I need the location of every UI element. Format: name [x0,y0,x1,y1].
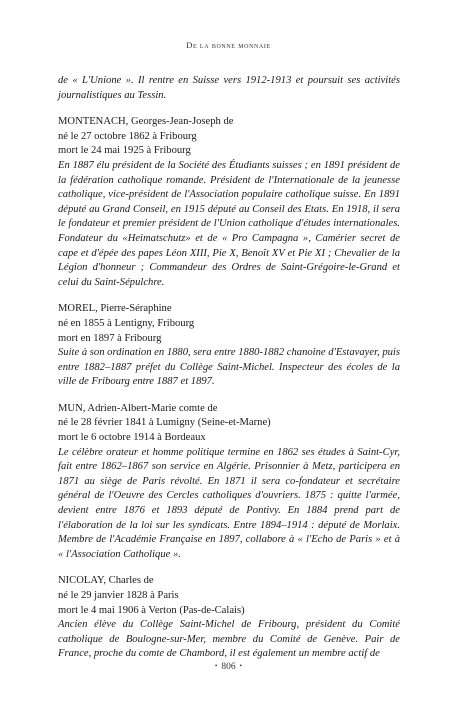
entry-death: mort le 4 mai 1906 à Verton (Pas-de-Calais) [58,604,245,616]
entry-biography: Suite à son ordination en 1880, sera entre 1880-1882 chanoine d'Estavayer, puis entre 1882–1887 préfet du Collège Saint-Michel. Inspecteur des écoles de la ville de Fribourg entre 1887 et 1897. [58,347,400,388]
entry-death: mort le 24 mai 1925 à Fribourg [58,145,191,157]
entry-death: mort en 1897 à Fribourg [58,332,162,344]
entry-biography: En 1887 élu président de la Société des Étudiants suisses ; en 1891 président de la fédération catholique romande. Président de l'Internationale de la jeunesse catholique, vice-président de l'Association populaire catholique suisse. En 1891 député au Grand Conseil, en 1915 député au Conseil des Etats. En 1918, il sera le fondateur et premier président de l'Union catholique d'études internationales. Fondateur du «Heimatschutz» et de « Pro Campagna », Camérier secret de cape et d'épée des papes Léon XIII, Pie X, Benoît XV et Pie XI ; Chevalier de la Légion d'honneur ; Commandeur des Ordres de Saint-Grégoire-le-Grand et celui du Saint-Sépulchre. [58,159,400,288]
entry-birth: né le 27 octobre 1862 à Fribourg [58,130,197,142]
page-number-footer [0,662,457,672]
entry-name: MONTENACH, Georges-Jean-Joseph de [58,116,234,128]
entry-name: MOREL, Pierre-Séraphine [58,303,172,315]
entry-death: mort le 6 octobre 1914 à Bordeaux [58,432,206,444]
intro-paragraph: de « L'Unione ». Il rentre en Suisse vers 1912-1913 et poursuit ses activités journalistiques au Tessin. [58,75,400,101]
biography-entry-montenach [58,115,400,290]
folio-bullet-right: • [239,662,243,670]
running-head: De la bonne monnaie [186,40,271,50]
biography-entry-mun [58,402,400,563]
entry-biography: Ancien élève du Collège Saint-Michel de Fribourg, président du Comité catholique de Boulogne-sur-Mer, membre du Comité de Genève. Pair de France, proche du comte de Chambord, il est également un membre actif de [58,619,400,660]
page-content [58,74,400,674]
entry-biography: Le célèbre orateur et homme politique termine en 1862 ses études à Saint-Cyr, fait entre 1862–1867 son service en Algérie. Prisonnier à Metz, participera en 1871 au siège de Paris révolté. En 1871 il sera co-fondateur et secrétaire général de l'Oeuvre des Cercles catholiques d'ouvriers. 1875 : quitte l'armée, devient entre 1876 et 1893 député de Pontivy. En 1884 prend part de l'élaboration de la loi sur les syndicats. Entre 1894–1914 : député de Morlaix. Membre de l'Académie Française en 1897, collabore à « l'Echo de Paris » et à « l'Association Catholique ». [58,446,400,560]
entry-birth: né le 29 janvier 1828 à Paris [58,590,179,601]
biography-entry-morel [58,302,400,390]
entry-birth: né le 28 février 1841 à Lumigny (Seine-et-Marne) [58,417,271,429]
folio-bullet-left: • [214,662,218,670]
page-number: 806 [221,662,236,672]
biography-entry-nicolay [58,574,400,662]
entry-name: NICOLAY, Charles de [58,575,154,587]
entry-birth: né en 1855 à Lentigny, Fribourg [58,317,195,329]
entry-name: MUN, Adrien-Albert-Marie comte de [58,402,218,414]
